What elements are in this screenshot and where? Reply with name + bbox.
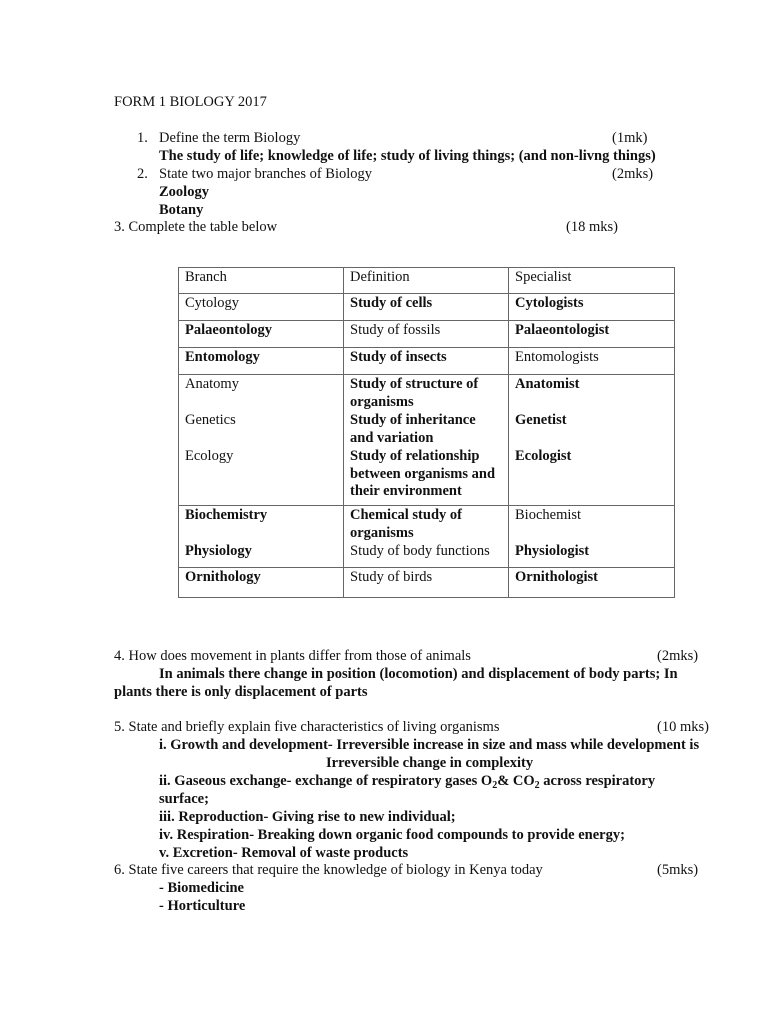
definition-cell: Study of birds (344, 568, 509, 598)
question-3: 3. Complete the table below (114, 219, 278, 235)
question-2 (137, 166, 372, 183)
branch-cell: Physiology (185, 543, 252, 559)
header-specialist: Specialist (509, 268, 675, 294)
specialist-cell: Entomologists (509, 348, 675, 375)
answer-text: across respiratory (539, 773, 656, 789)
question-1-answer: The study of life; knowledge of life; study of living things; (and non-livng things) (159, 148, 656, 164)
definition-cell: Chemical study of organisms (350, 507, 462, 541)
document-title: FORM 1 BIOLOGY 2017 (114, 94, 267, 110)
definition-cell: Study of insects (344, 348, 509, 375)
specialist-cell: Ecologist (515, 448, 572, 464)
definition-cell-group (344, 375, 509, 506)
subscript: 2 (534, 780, 540, 791)
specialist-cell-group (509, 375, 675, 506)
branches-table (178, 267, 675, 598)
branch-cell: Cytology (179, 294, 344, 321)
question-5: 5. State and briefly explain five characteristics of living organisms (114, 719, 500, 735)
question-text: Define the term Biology (159, 130, 301, 146)
question-5-answer-2-line-2: surface; (159, 791, 209, 807)
answer-text: & CO (497, 773, 535, 789)
specialist-cell: Biochemist (515, 507, 582, 523)
question-4-answer-line-2: plants there is only displacement of parts (114, 684, 368, 700)
question-5-answer-2-line-1 (159, 773, 655, 790)
question-3-marks: (18 mks) (566, 219, 618, 235)
question-1-marks: (1mk) (612, 130, 648, 146)
branch-cell: Ornithology (179, 568, 344, 598)
definition-cell: Study of body functions (350, 543, 490, 559)
branch-cell: Anatomy (185, 376, 239, 392)
question-text: State two major branches of Biology (159, 166, 373, 182)
branch-cell: Ecology (185, 448, 234, 464)
specialist-cell: Palaeontologist (509, 321, 675, 348)
question-6: 6. State five careers that require the knowledge of biology in Kenya today (114, 862, 543, 878)
table-row-merged (179, 506, 675, 568)
answer-text: ii. Gaseous exchange- exchange of respiratory gases O (159, 773, 493, 789)
table-row (179, 568, 675, 598)
question-6-marks: (5mks) (657, 862, 699, 878)
question-5-answer-5: v. Excretion- Removal of waste products (159, 845, 409, 861)
specialist-cell: Physiologist (515, 543, 590, 559)
specialist-cell: Ornithologist (509, 568, 675, 598)
definition-cell: Study of relationship between organisms and their environment (350, 448, 496, 499)
specialist-cell: Cytologists (509, 294, 675, 321)
header-branch: Branch (179, 268, 344, 294)
branch-cell: Entomology (179, 348, 344, 375)
question-number: 2. (137, 166, 148, 182)
table-row-merged (179, 375, 675, 506)
table-row (179, 294, 675, 321)
branch-cell: Palaeontology (179, 321, 344, 348)
question-5-answer-3: iii. Reproduction- Giving rise to new individual; (159, 809, 456, 825)
question-5-marks: (10 mks) (657, 719, 709, 735)
branch-cell-group (179, 506, 344, 568)
question-5-answer-1-line-2: Irreversible change in complexity (326, 755, 534, 771)
table-row (179, 348, 675, 375)
definition-cell: Study of fossils (344, 321, 509, 348)
question-6-answer-1: - Biomedicine (159, 880, 244, 896)
branch-cell: Biochemistry (185, 507, 268, 523)
definition-cell-group (344, 506, 509, 568)
header-definition: Definition (344, 268, 509, 294)
specialist-cell: Anatomist (515, 376, 580, 392)
specialist-cell-group (509, 506, 675, 568)
question-2-marks: (2mks) (612, 166, 654, 182)
question-2-answer-1: Zoology (159, 184, 209, 200)
table-header-row (179, 268, 675, 294)
subscript: 2 (492, 780, 498, 791)
specialist-cell: Genetist (515, 412, 567, 428)
question-5-answer-4: iv. Respiration- Breaking down organic food compounds to provide energy; (159, 827, 625, 843)
branch-cell-group (179, 375, 344, 506)
definition-cell: Study of cells (344, 294, 509, 321)
question-2-answer-2: Botany (159, 202, 204, 218)
question-1 (137, 130, 300, 147)
table-row (179, 321, 675, 348)
definition-cell: Study of inheritance and variation (350, 412, 476, 446)
branch-cell: Genetics (185, 412, 236, 428)
question-number: 1. (137, 130, 148, 146)
question-6-answer-2: - Horticulture (159, 898, 246, 914)
definition-cell: Study of structure of organisms (350, 376, 479, 410)
question-4: 4. How does movement in plants differ from those of animals (114, 648, 471, 664)
question-4-answer-line-1: In animals there change in position (locomotion) and displacement of body parts; In (159, 666, 678, 682)
question-4-marks: (2mks) (657, 648, 699, 664)
question-5-answer-1-line-1: i. Growth and development- Irreversible increase in size and mass while development is (159, 737, 700, 753)
